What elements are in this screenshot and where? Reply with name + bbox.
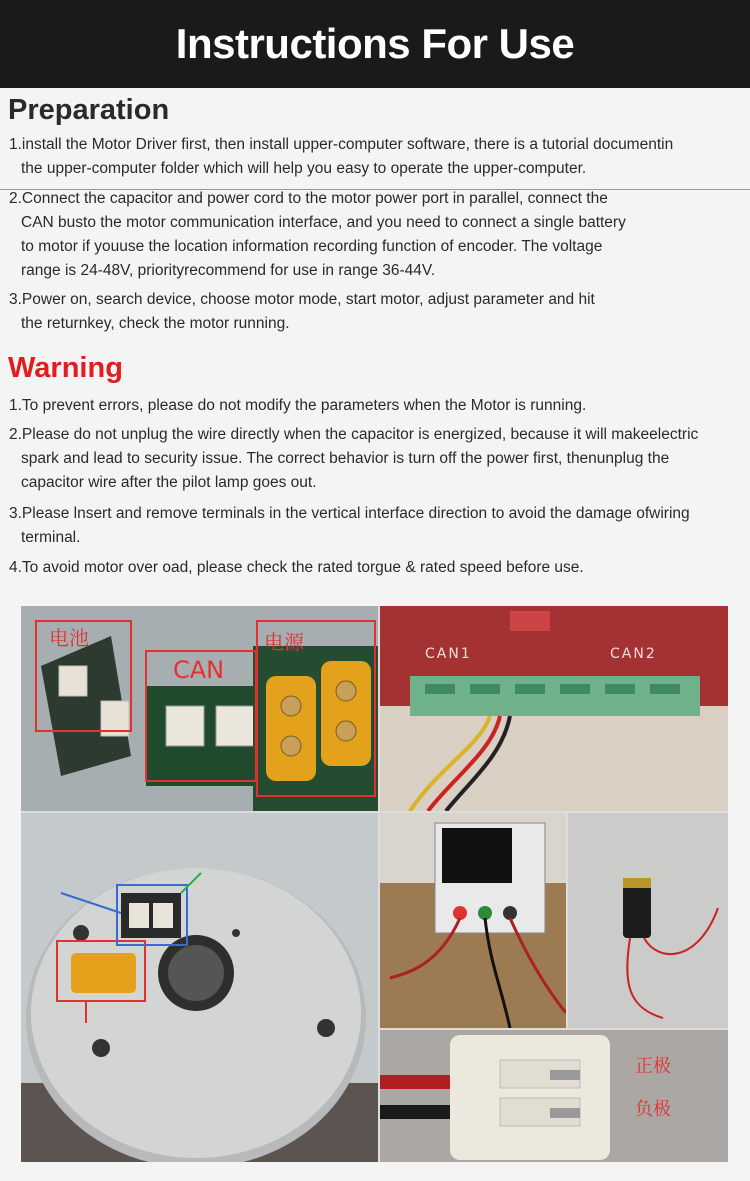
power-supply-photo — [380, 813, 566, 1028]
capacitor-photo — [568, 813, 728, 1028]
can-label: CAN — [173, 656, 225, 684]
motor-plate-photo — [21, 813, 378, 1162]
plug-photo — [380, 1030, 728, 1162]
warning-item-4: 4.To avoid motor over oad, please check the rated torgue & rated speed before use. — [9, 559, 584, 576]
header-banner — [0, 0, 750, 88]
connector-photo — [21, 606, 378, 811]
page-title: Instructions For Use — [175, 20, 575, 67]
warning-item-3: 3.Please lnsert and remove terminals in the vertical interface direction to avoid the damage ofwiring terminal. — [9, 505, 690, 546]
positive-label: 正极 — [635, 1056, 671, 1077]
can-board-photo — [380, 606, 728, 811]
can1-label: CAN1 — [425, 646, 472, 662]
warning-title: Warning — [8, 352, 123, 384]
photo-collage — [21, 606, 728, 1162]
preparation-item-2: 2.Connect the capacitor and power cord to the motor power port in parallel, connect the CAN busto the motor communication interface, and you need to connect a single battery to motor if youuse the location information recording function of encoder. The voltage range is 24-48V, priorityrecommend for use in range 36-44V. — [9, 190, 626, 279]
negative-label: 负极 — [635, 1099, 671, 1120]
warning-item-2: 2.Please do not unplug the wire directly when the capacitor is energized, because it will makeelectric spark and lead to security issue. The correct behavior is turn off the power first, thenunplug the capacitor wire after the pilot lamp goes out. — [9, 426, 699, 491]
preparation-title: Preparation — [8, 94, 170, 126]
power-label: 电源 — [264, 630, 304, 654]
warning-item-1: 1.To prevent errors, please do not modify the parameters when the Motor is running. — [9, 397, 587, 414]
can2-label: CAN2 — [610, 646, 657, 662]
preparation-item-1: 1.install the Motor Driver first, then install upper-computer software, there is a tutorial documentin the upper-computer folder which will help you easy to operate the upper-computer. — [9, 136, 674, 177]
preparation-item-3: 3.Power on, search device, choose motor mode, start motor, adjust parameter and hit the returnkey, check the motor running. — [9, 291, 595, 332]
battery-label: 电池 — [49, 626, 89, 650]
